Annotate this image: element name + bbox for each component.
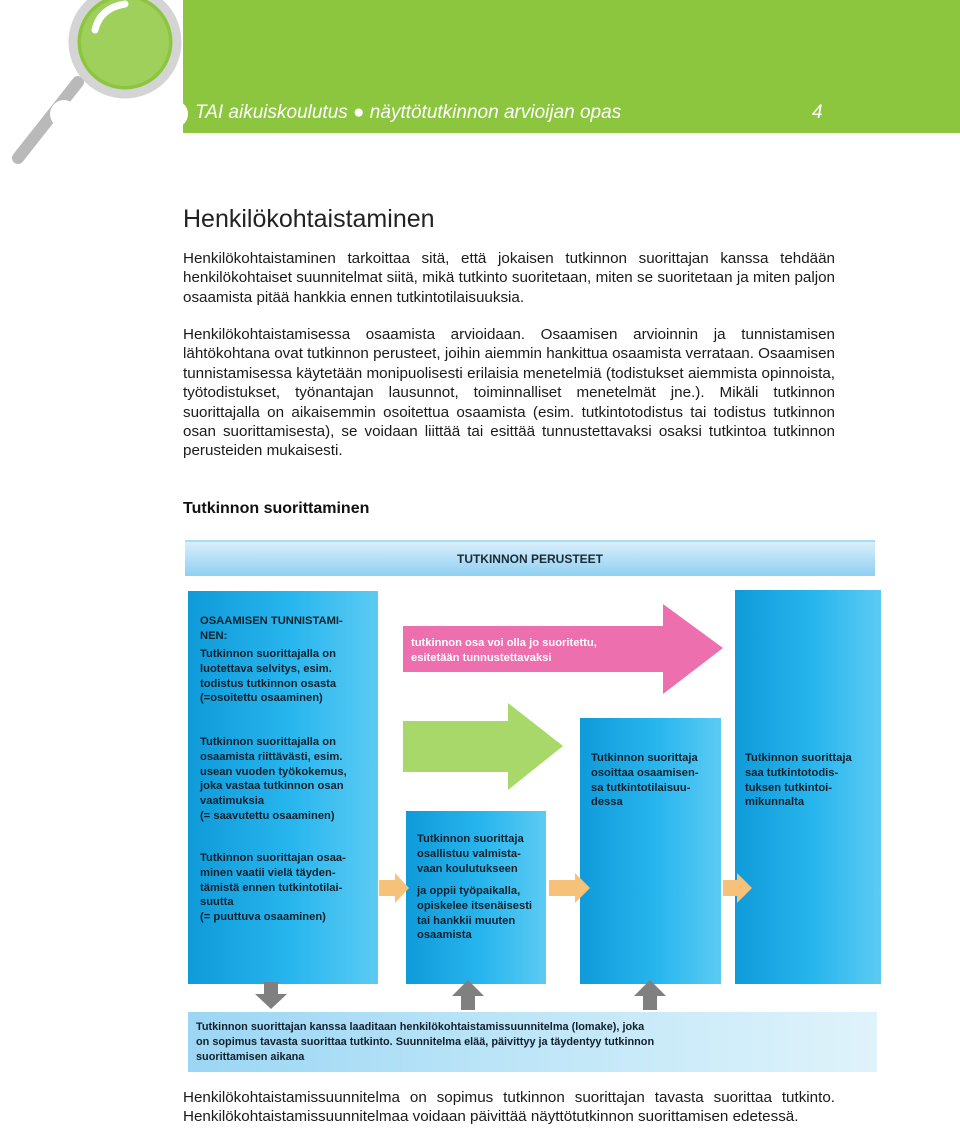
green-arrow	[403, 703, 563, 790]
col1-text-acquired: Tutkinnon suorittajalla on osaamista riittävästi, esim. usean vuoden työkokemus, joka vastaa tutkinnon osan vaatimuksia (= saavutettu osaaminen)	[200, 736, 347, 822]
col3-text: Tutkinnon suorittaja osoittaa osaamisen- sa tutkintotilaisuu- dessa	[591, 752, 699, 809]
orange-arrow-1	[379, 873, 409, 903]
dot-icon	[12, 100, 40, 128]
grey-arrow-up-2	[634, 980, 666, 1010]
col1-text-proven: Tutkinnon suorittajalla on luotettava selvitys, esim. todistus tutkinnon osasta (=osoitettu osaaminen)	[200, 648, 337, 705]
col2-text-training: Tutkinnon suorittaja osallistuu valmista- vaan koulutukseen	[417, 833, 524, 875]
dot-icon	[88, 100, 116, 128]
plan-box	[188, 1012, 877, 1072]
diagram-header-label: TUTKINNON PERUSTEET	[456, 552, 603, 566]
closing-paragraph: Henkilökohtaistamissuunnitelma on sopimus tutkinnon suorittajan tavasta suorittaa tutkinto. Henkilökohtaistamissuunnitelmaa voidaan päivittää näyttötutkinnon suorittamisen edetessä.	[183, 1089, 835, 1126]
plan-box-text: Tutkinnon suorittajan kanssa laaditaan henkilökohtaistamissuunnitelma (lomake), joka on sopimus tavasta suorittaa tutkinto. Suunnitelma elää, päivittyy ja täydentyy tutkinnon suorittamisen aikana	[196, 1021, 655, 1063]
dot-icon	[50, 100, 78, 128]
page-number: 4	[812, 102, 823, 123]
section-heading: Henkilökohtaistaminen	[183, 205, 435, 233]
dot-icon	[160, 100, 188, 128]
process-diagram	[183, 538, 883, 1078]
magnifier-icon	[0, 0, 183, 170]
col1-title: OSAAMISEN TUNNISTAMI- NEN:	[200, 615, 343, 642]
grey-arrow-down	[255, 982, 287, 1009]
col4-text: Tutkinnon suorittaja saa tutkintotodis- tuksen tutkintoi- mikunnalta	[745, 752, 852, 809]
assessment-paragraph: Henkilökohtaistamisessa osaamista arvioidaan. Osaamisen arvioinnin ja tunnistamisen lähtökohtana ovat tutkinnon perusteet, joihin aiemmin hankittua osaamista verrataan. Osaamisen tunnistamisessa käytetään monipuolisesti erilaisia menetelmiä (todistukset aiemmista opinnoista, työtodistukset, työnantajan lausunnot, toiminnalliset menetelmät jne.). Mikäli tutkinnon suorittajalla on aikaisemmin osoitettua osaamista (esim. tutkintotodistus tai todistus tutkinnon osan suorittamisesta), se voidaan liittää tai esittää tunnustettavaksi osaksi tutkintoa tutkinnon perusteiden mukaisesti.	[183, 326, 835, 460]
dot-icon	[126, 100, 154, 128]
header-title: TAI aikuiskoulutus ● näyttötutkinnon arvioijan opas	[195, 102, 622, 123]
col2-text-learning: ja oppii työpaikalla, opiskelee itsenäisesti tai hankkii muuten osaamista	[417, 885, 533, 942]
intro-paragraph: Henkilökohtaistaminen tarkoittaa sitä, että jokaisen tutkinnon suorittajan kanssa tehdään henkilökohtaiset suunnitelmat siitä, mikä tutkinto suoritetaan, miten se suoritetaan ja miten paljon osaamista pitää hankkia ennen tutkintotilaisuuksia.	[183, 250, 835, 306]
grey-arrow-up-1	[452, 980, 484, 1010]
col1-text-missing: Tutkinnon suorittajan osaa- minen vaatii vielä täyden- tämistä ennen tutkintotilai- suutta (= puuttuva osaaminen)	[200, 852, 346, 924]
orange-arrow-2	[549, 873, 590, 903]
orange-arrow-3	[723, 873, 752, 903]
pink-arrow-label: tutkinnon osa voi olla jo suoritettu, esitetään tunnustettavaksi	[411, 637, 597, 664]
subsection-heading: Tutkinnon suorittaminen	[183, 500, 370, 517]
